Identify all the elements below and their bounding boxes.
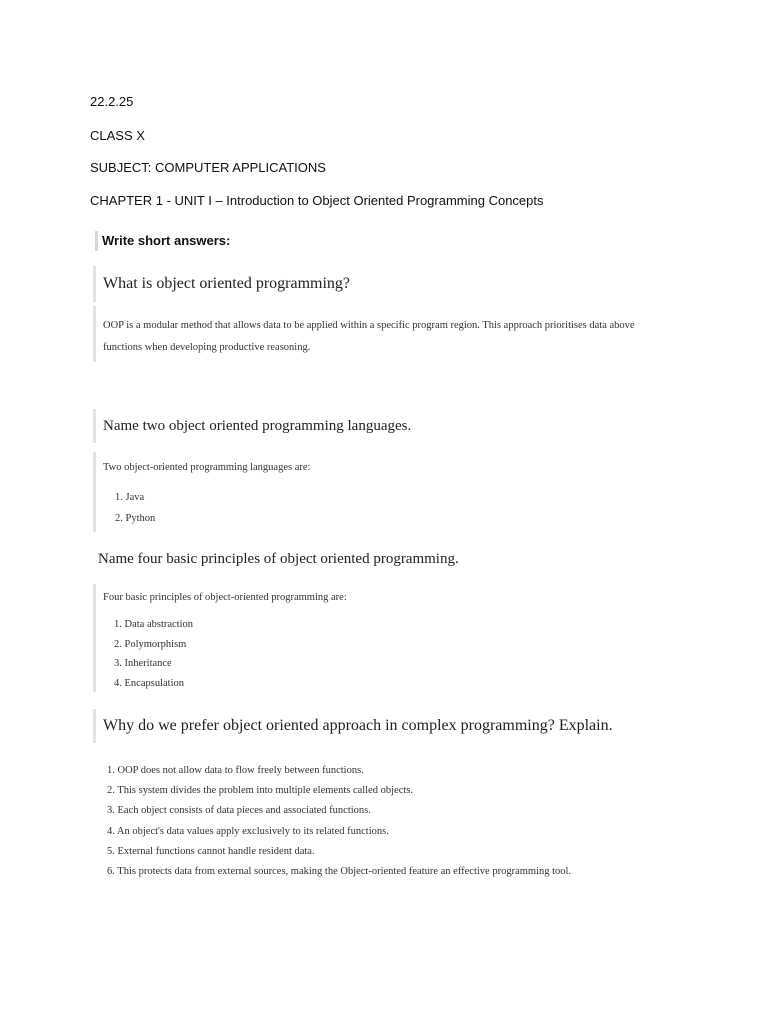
- list-item: 1. Data abstraction: [114, 619, 194, 630]
- list-item: 2. This system divides the problem into multiple elements called objects.: [107, 785, 414, 797]
- list-item: 1. Java: [115, 492, 145, 503]
- answer-1-line-1: OOP is a modular method that allows data to be applied within a specific program region. This approach prioritises data above: [103, 320, 635, 331]
- answer-3-list: [114, 615, 347, 693]
- instruction-heading: Write short answers:: [95, 231, 230, 251]
- question-2: Name two object oriented programming languages.: [93, 409, 411, 443]
- answer-2-intro: Two object-oriented programming languages are:: [103, 462, 311, 473]
- answer-2-list: [115, 487, 310, 529]
- list-item: 1. OOP does not allow data to flow freely between functions.: [107, 765, 364, 776]
- list-item: 2. Polymorphism: [114, 638, 187, 650]
- list-item: 5. External functions cannot handle resident data.: [107, 845, 315, 857]
- list-item: 2. Python: [115, 513, 156, 524]
- class-line: CLASS X: [90, 128, 145, 143]
- list-item: 4. An object's data values apply exclusively to its related functions.: [107, 825, 389, 837]
- subject-line: SUBJECT: COMPUTER APPLICATIONS: [90, 160, 326, 175]
- list-item: 6. This protects data from external sources, making the Object-oriented feature an effective programming tool.: [107, 866, 572, 878]
- question-3: Name four basic principles of object oriented programming.: [98, 551, 459, 567]
- answer-3-intro: Four basic principles of object-oriented programming are:: [103, 592, 347, 603]
- list-item: 4. Encapsulation: [114, 677, 184, 689]
- answer-1-line-2: functions when developing productive reasoning.: [103, 342, 311, 353]
- question-1: What is object oriented programming?: [93, 266, 350, 302]
- answer-3: [93, 584, 347, 692]
- list-item: 3. Each object consists of data pieces and associated functions.: [107, 805, 371, 817]
- answer-2: [93, 452, 310, 532]
- question-4: Why do we prefer object oriented approach in complex programming? Explain.: [93, 709, 613, 743]
- chapter-line: CHAPTER 1 - UNIT I – Introduction to Object Oriented Programming Concepts: [90, 193, 544, 208]
- date: 22.2.25: [90, 94, 134, 109]
- list-item: 3. Inheritance: [114, 658, 172, 669]
- answer-4-list: [107, 761, 571, 882]
- answer-1: [93, 306, 693, 362]
